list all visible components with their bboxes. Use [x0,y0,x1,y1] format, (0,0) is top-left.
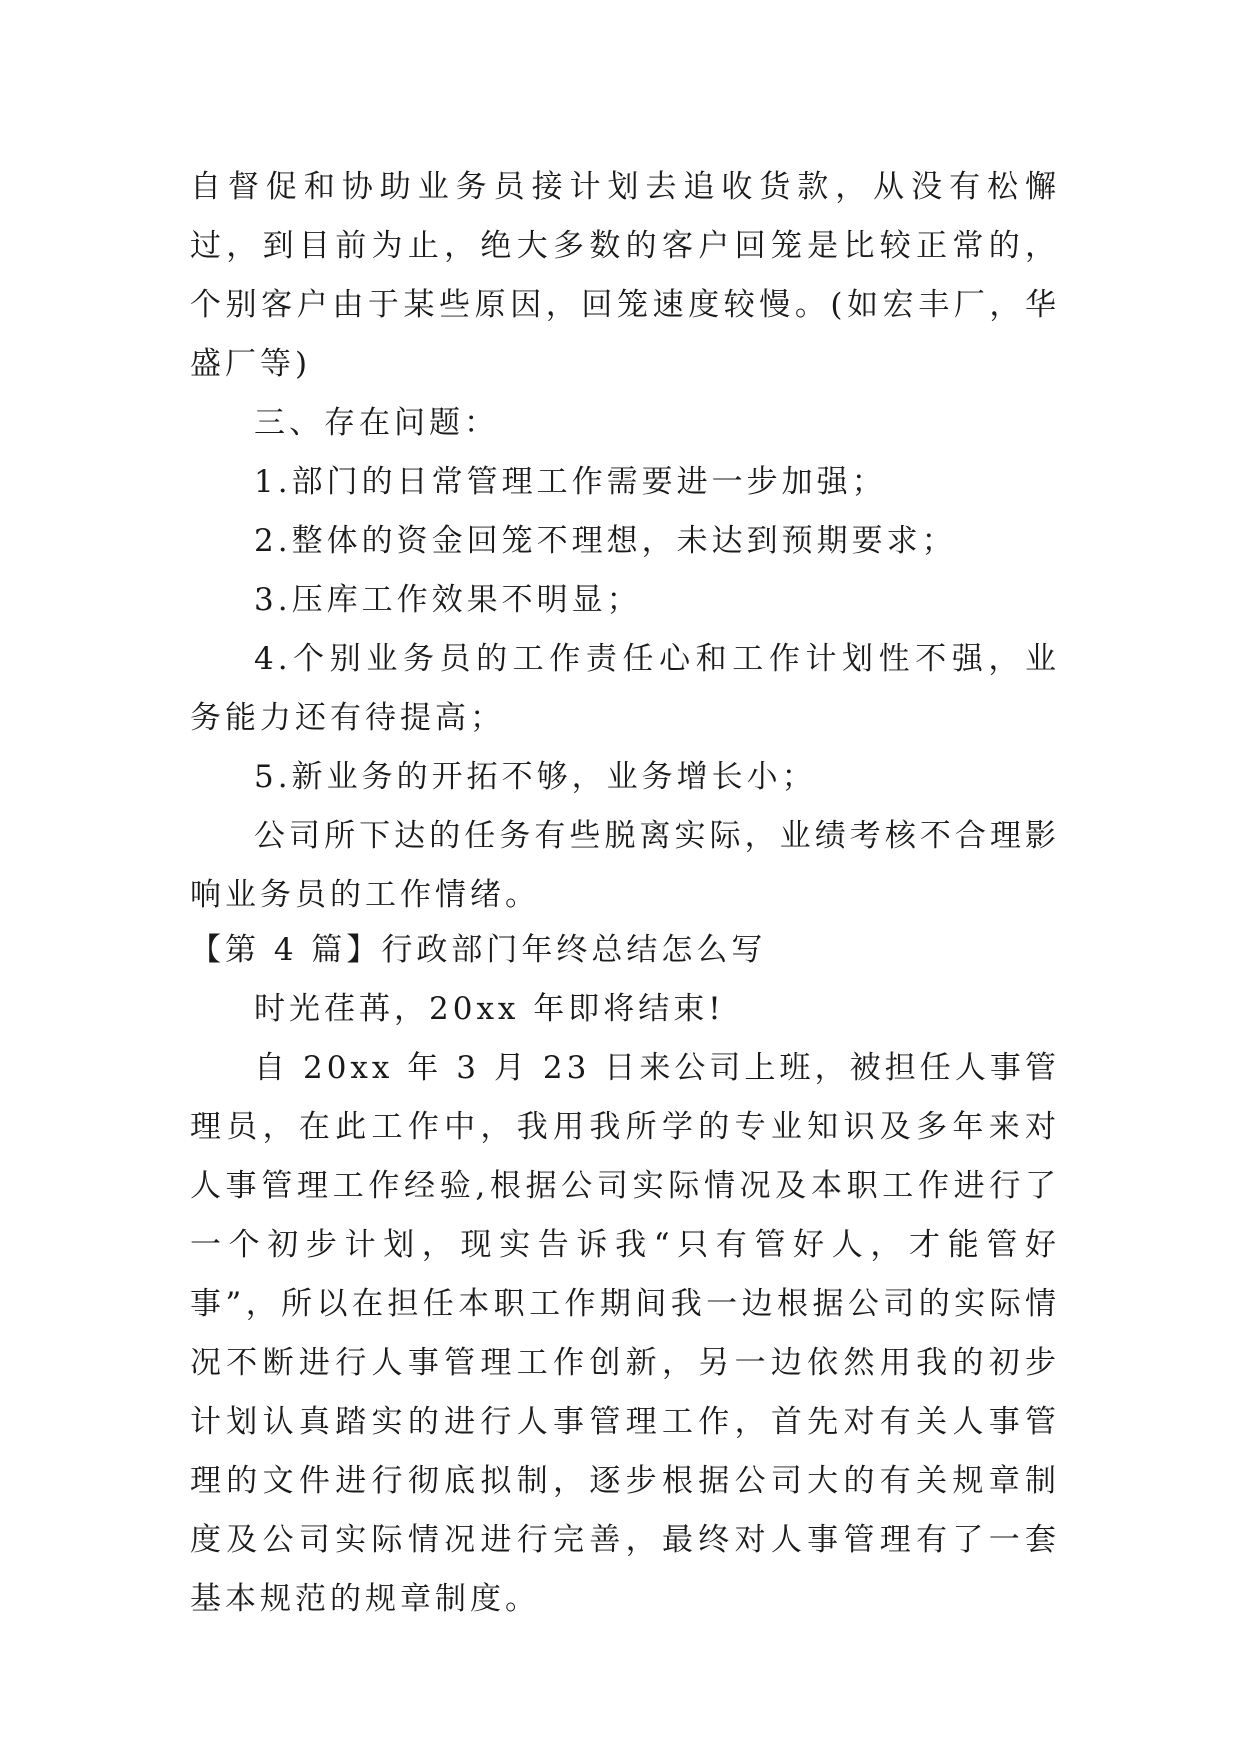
section-continued [190,158,1060,925]
closing-paragraph: 公司所下达的任务有些脱离实际，业绩考核不合理影响业务员的工作情绪。 [190,818,1060,913]
article-body: 自 20xx 年 3 月 23 日来公司上班，被担任人事管理员，在此工作中，我用我所学的专业知识及多年来对人事管理工作经验,根据公司实际情况及本职工作进行了一个初步计划，现实告诉我“只有管好人，才能管好事”，所以在担任本职工作期间我一边根据公司的实际情况不断进行人事管理工作创新，另一边依然用我的初步计划认真踏实的进行人事管理工作，首先对有关人事管理的文件进行彻底拟制，逐步根据公司大的有关规章制度及公司实际情况进行完善，最终对人事管理有了一套基本规范的规章制度。 [190,1050,1060,1617]
issue-item-2: 2.整体的资金回笼不理想，未达到预期要求； [254,523,957,559]
section-heading-problems: 三、存在问题： [254,405,499,441]
issue-item-4: 4.个别业务员的工作责任心和工作计划性不强，业务能力还有待提高； [190,641,1060,736]
issue-item-3: 3.压库工作效果不明显； [254,582,642,618]
article-title: 【第 4 篇】行政部门年终总结怎么写 [190,932,767,968]
issue-item-5: 5.新业务的开拓不够，业务增长小； [254,759,817,795]
paragraph-continued: 自督促和协助业务员接计划去追收货款，从没有松懈过，到目前为止，绝大多数的客户回笼是比较正常的，个别客户由于某些原因，回笼速度较慢。(如宏丰厂，华盛厂等) [190,169,1060,382]
article-intro: 时光荏苒，20xx 年即将结束! [254,991,725,1027]
issue-item-1: 1.部门的日常管理工作需要进一步加强； [254,464,887,500]
article-4 [190,921,1060,1629]
